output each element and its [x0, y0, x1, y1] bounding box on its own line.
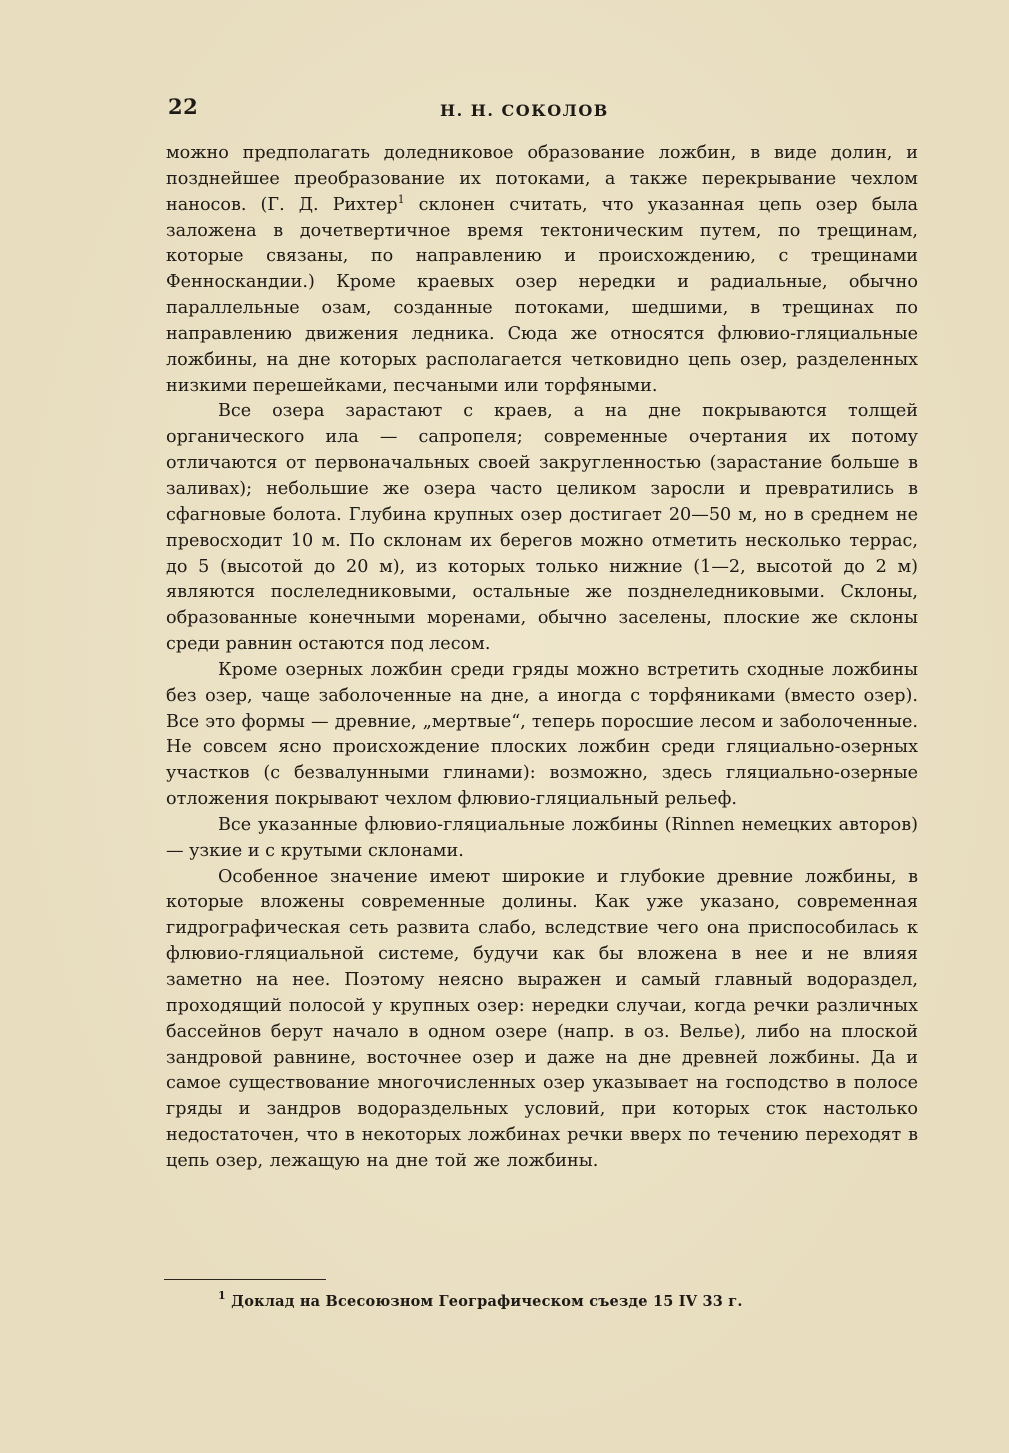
- paragraph-3: Кроме озерных ложбин среди гряды можно встретить сходные ложбины без озер, чаще заболоченные на дне, а иногда с торфяниками (вместо озер). Все это формы — древние, „мертвые“, теперь поросшие лесом и заболоченные. Не совсем ясно происхождение плоских ложбин среди гляциально-озерных участков (с безвалунными глинами): возможно, здесь гляциально-озерные отложения покрывают чехлом флювио-гляциальный рельеф.: [166, 659, 918, 810]
- footnote: [218, 1289, 743, 1310]
- paragraph-1: [166, 141, 918, 399]
- paragraph-2: Все озера зарастают с краев, а на дне покрываются толщей органического ила — сапропеля; современные очертания их потому отличаются от первоначальных своей закругленностью (зарастание больше в заливах); небольшие же озера часто целиком заросли и превратились в сфагновые болота. Глубина крупных озер достигает 20—50 м, но в среднем не превосходит 10 м. По склонам их берегов можно отметить несколько террас, до 5 (высотой до 20 м), из которых только нижние (1—2, высотой до 2 м) являются послеледниковыми, остальные же позднеледниковыми. Склоны, образованные конечными моренами, обычно заселены, плоские же склоны среди равнин остаются под лесом.: [166, 401, 918, 655]
- footnote-marker: 1: [218, 1289, 226, 1302]
- footnote-text: Доклад на Всесоюзном Географическом съезде 15 IV 33 г.: [225, 1293, 743, 1310]
- footnote-divider: [164, 1279, 326, 1280]
- page-number: 22: [168, 94, 199, 119]
- body-text: [166, 141, 918, 1175]
- paragraph-4: Все указанные флювио-гляциальные ложбины (Rinnen немецких авторов) — узкие и с крутыми склонами.: [166, 814, 918, 861]
- running-head: Н. Н. СОКОЛОВ: [440, 101, 609, 120]
- paragraph-1-text-b: склонен считать, что указанная цепь озер была заложена в дочетвертичное время тектоническим путем, по трещинам, которые связаны, по направлению и происхождению, с трещинами Фенноскандии.) Кроме краевых озер нередки и радиальные, обычно параллельные озам, созданные потоками, шедшими, в трещинах по направлению движения ледника. Сюда же относятся флювио-гляциальные ложбины, на дне которых располагается четковидно цепь озер, разделенных низкими перешейками, песчаными или торфяными.: [166, 194, 918, 396]
- footnote-reference[interactable]: 1: [397, 192, 405, 206]
- paragraph-5: Особенное значение имеют широкие и глубокие древние ложбины, в которые вложены современные долины. Как уже указано, современная гидрографическая сеть развита слабо, вследствие чего она приспособилась к флювио-гляциальной системе, будучи как бы вложена в нее и не влияя заметно на нее. Поэтому неясно выражен и самый главный водораздел, проходящий полосой у крупных озер: нередки случаи, когда речки различных бассейнов берут начало в одном озере (напр. в оз. Велье), либо на плоской зандровой равнине, восточнее озер и даже на дне древней ложбины. Да и самое существование многочисленных озер указывает на господство в полосе гряды и зандров водораздельных условий, при которых сток настолько недостаточен, что в некоторых ложбинах речки вверх по течению переходят в цепь озер, лежащую на дне той же ложбины.: [166, 866, 918, 1171]
- paragraph-1-text-a: можно предполагать доледниковое образование ложбин, в виде долин, и позднейшее преобразование их потоками, а также перекрывание чехлом наносов. (Г. Д. Рихтер: [166, 143, 918, 215]
